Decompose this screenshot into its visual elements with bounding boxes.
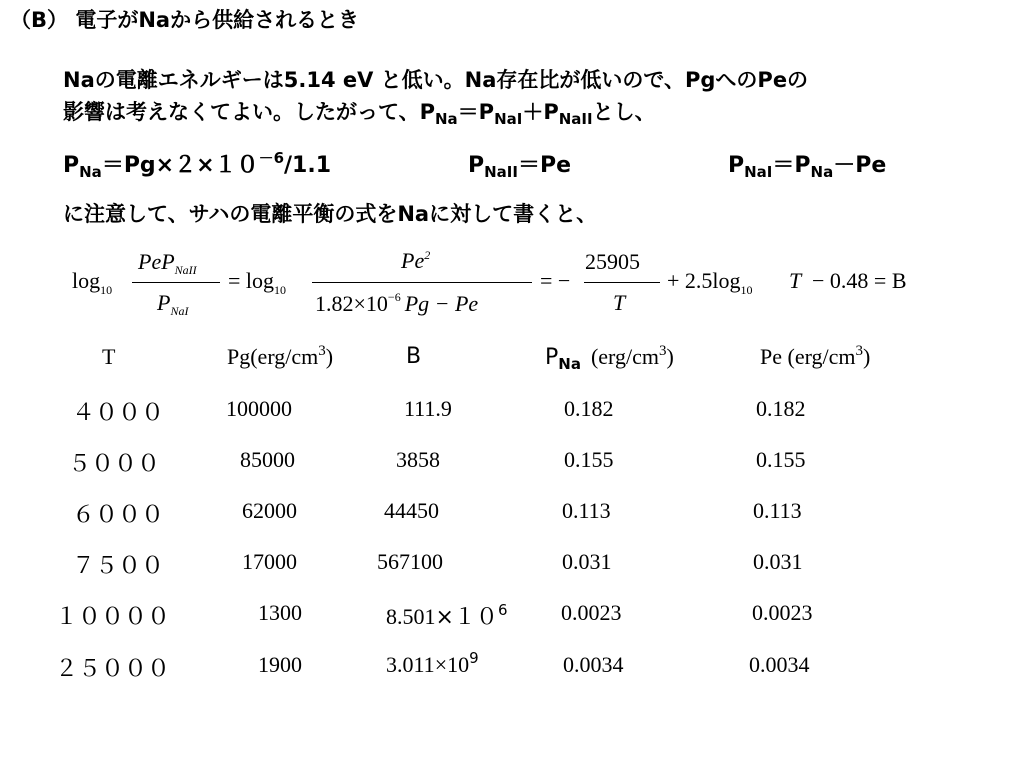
header-pg: $Pg(erg/cm^3)$	[227, 343, 334, 369]
cell-pg: 17000	[242, 549, 297, 574]
cell-pna: 0.0034	[563, 652, 624, 677]
eq-frac2-line	[312, 282, 532, 283]
cell-t: ６０００	[72, 502, 164, 528]
cell-pe: 0.0023	[752, 600, 813, 625]
formula-tail: －Pe	[833, 153, 887, 178]
cell-pg: 62000	[242, 498, 297, 523]
eq-frac3-line	[584, 282, 660, 283]
formula-p: P	[468, 153, 485, 178]
eq-frac1-numerator: PeP$_{NaII}$	[138, 249, 197, 277]
cell-t: ５０００	[68, 451, 160, 477]
cell-pe: 0.182	[756, 396, 806, 421]
eq-log-2: = $\log_{10}$	[228, 268, 287, 297]
cell-pna: 0.031	[562, 549, 612, 574]
cell-pg: 1900	[258, 652, 302, 677]
eq-frac2-denominator: $1.82\times 10^{-6}$ Pg − Pe	[315, 290, 479, 316]
formula-tail: ＝Pe	[517, 153, 572, 178]
paragraph-line-2	[63, 96, 656, 126]
eq-frac3-denominator: T	[613, 290, 626, 315]
formula-p: P	[63, 153, 80, 178]
cell-pna: 0.182	[564, 396, 614, 421]
subscript-na: Na	[434, 110, 458, 128]
paragraph-saha-intro: に注意して、サハの電離平衡の式をNaに対して書くと、	[63, 202, 598, 226]
formula-p: P	[728, 153, 745, 178]
cell-pna: 0.0023	[561, 600, 622, 625]
cell-pe: 0.0034	[749, 652, 810, 677]
cell-t: ７５００	[72, 553, 164, 579]
subscript-nai: NaI	[494, 110, 523, 128]
cell-b: $8.501\times 10^6$	[386, 601, 508, 630]
eq-tail: − 0.48 = B	[812, 268, 907, 293]
cell-pe: 0.155	[756, 447, 806, 472]
cell-pe: 0.113	[753, 498, 802, 523]
cell-t: ２５０００	[55, 656, 170, 682]
eq-frac3-numerator: 25905	[585, 249, 640, 274]
cell-b: 44450	[384, 498, 439, 523]
eq-frac1-denominator: $P_{NaI}$	[157, 290, 189, 318]
cell-b: 3858	[396, 447, 440, 472]
formula-sub-na: Na	[79, 163, 102, 181]
formula-mid: ＝P	[772, 153, 811, 178]
header-t: T	[102, 344, 116, 369]
cell-pna: 0.155	[564, 447, 614, 472]
cell-pg: 100000	[226, 396, 292, 421]
cell-pe: 0.031	[753, 549, 803, 574]
eq-log-3: + $2.5\log_{10}$	[667, 268, 753, 297]
cell-b: $3.011\times 10^9$	[386, 649, 479, 677]
eq-frac2-numerator: Pe$^2$	[401, 248, 431, 273]
subscript-naii: NaII	[558, 110, 593, 128]
eq-frac1-line	[132, 282, 220, 283]
cell-b: 567100	[377, 549, 443, 574]
plus-sign: ＋P	[522, 100, 559, 124]
cell-t: １００００	[55, 604, 170, 630]
paragraph-line-1: Naの電離エネルギーは5.14 eV と低い。Na存在比が低いので、PgへのPeの	[63, 68, 809, 92]
formula-sub-na: Na	[810, 163, 834, 181]
section-heading: （B） 電子がNaから供給されるとき	[10, 8, 360, 32]
header-pe: Pe $(erg/cm^3)$	[760, 343, 871, 369]
formula-exponent: －6	[258, 149, 284, 167]
equals-sign: ＝P	[457, 100, 495, 124]
formula-pna	[63, 148, 331, 179]
paragraph-line-2-text: 影響は考えなくてよい。したがって、P	[63, 100, 435, 124]
header-pna: $P_{Na}$ $(erg/cm^3)$	[545, 343, 674, 373]
cell-pg: 1300	[258, 600, 302, 625]
formula-pnaii	[468, 148, 571, 179]
cell-pg: 85000	[240, 447, 295, 472]
paragraph-line-2-tail: とし、	[592, 100, 656, 124]
formula-tail: /1.1	[284, 153, 332, 178]
formula-pnai	[728, 148, 886, 179]
formula-mid: ＝Pg×２×１０	[101, 153, 259, 178]
eq-t: T	[789, 268, 802, 293]
cell-pna: 0.113	[562, 498, 611, 523]
cell-t: ４０００	[72, 400, 164, 426]
formula-sub-naii: NaII	[484, 163, 518, 181]
formula-sub-nai: NaI	[744, 163, 773, 181]
cell-b: 111.9	[404, 396, 452, 421]
eq-equals-minus: = −	[540, 268, 571, 293]
eq-log-1: $\log_{10}$	[72, 268, 113, 297]
header-b: B	[406, 344, 422, 369]
